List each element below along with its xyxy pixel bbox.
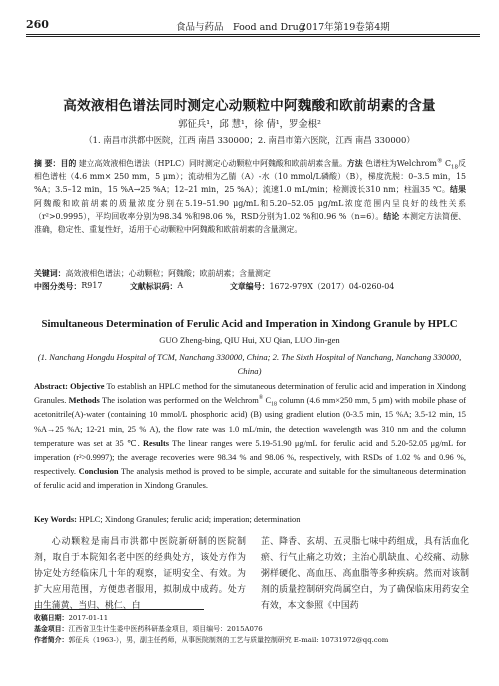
chinese-keywords [34,268,466,279]
en-methods-text-c: column (4.6 mm×250 mm, 5 μm) with mobile phase of acetonitrile(A)-water (containing 10 mmol/L phosphoric acid) (B) using gradient elution (0-3.5 min, 15 %A; 3.5-12 min, 15 %A→25 %A; 12-21 min, 25 % A), the flow rate was 1.0 mL/min, the detection wavelength was 310 nm and the column temperature was set at 35 ℃. [34,396,466,448]
english-affiliation: (1. Nanchang Hongdu Hospital of TCM, Nanchang 330000, China; 2. The Sixth Hospital of Nanchang, Nanchang 330000, China) [37,352,462,376]
clc-label: 中图分类号： [34,282,82,291]
chinese-affiliation: （1. 南昌市洪都中医院，江西 南昌 330000；2. 南昌市第六医院，江西 南昌 330000） [84,135,415,145]
article-number-value: 1672-979X（2017）04-0260-04 [269,282,395,291]
en-objective-text: To establish an HPLC method for the simutaneous determination of ferulic acid and imperation in Xindong Granules. [34,382,466,406]
method-text-a: 色谱柱为Welchrom [365,159,437,168]
en-results-text: The linear ranges were 5.19-51.90 μg/mL for ferulic acid and 5.20-52.05 μg/mL for imperation (r²>0.9997); the average recoveries were 98.34 % and 98.06 %, respectively, with RSDs of 1.02 % and 0.96 %, respectively. [34,438,467,477]
english-abstract: Abstract: Objective To establish an HPLC method for the simutaneous determination of ferulic acid and imperation in Xindong Granules. Methods The isolation was performed on the Welchrom® $C_{18}$ column (4.6 mm×250 mm, 5 μm) with mobile phase of acetonitrile(A)-water (containing 10 mmol/L phosphoric acid) (B) using gradient elution (0-3.5 min, 15 %A; 3.5-12 min, 15 %A→25 %A; 12-21 min, 25 % A), the flow rate was 1.0 mL/min, the detection wavelength was 310 nm and the column temperature was set at 35 ℃. Results The linear ranges were 5.19-51.90 μg/mL for ferulic acid and 5.20-52.05 μg/mL for imperation (r²>0.9997); the average recoveries were 98.34 % and 98.06 %, respectively, with RSDs of 1.02 % and 0.96 %, respectively. Conclusion The analysis method is proved to be simple, accurate and suitable for the simultaneous determination of ferulic acid and imperation in Xindong Granules. [34,382,467,491]
en-keywords-text: HPLC; Xindong Granules; ferulic acid; imperation; determination [78,515,301,524]
en-methods-text-a: The isolation was performed on the Welchrom [101,396,259,406]
fund-line [34,624,474,635]
objective-label: 目的 [60,159,77,168]
running-header [26,18,480,34]
clc-field [34,281,103,292]
objective-text: 建立高效液相色谱法（HPLC）同时测定心动颗粒中阿魏酸和欧前胡素含量。 [78,159,347,168]
chinese-abstract: 摘 要：目的 建立高效液相色谱法（HPLC）同时测定心动颗粒中阿魏酸和欧前胡素含量。方法 色谱柱为Welchrom® $C_{18}$反相色谱柱（4.6 mm× 250 mm，5 μm）；流动相为乙腈（A）-水（10 mmol/L磷酸）（B），梯度洗脱：0–3.5 min，15 %A；3.5–12 min，15 %A→25 %A；12–21 min，25 %A）；流速1.0 mL/min；检测波长310 nm；柱温35 ℃。结果 阿魏酸和欧前胡素的质量浓度分别在5.19–51.90 μg/mL和5.20–52.05 μg/mL浓度范围内呈良好的线性关系（r²>0.9995），平均回收率分别为98.34 %和98.06 %，RSD分别为1.02 %和0.96 %（n=6）。结论 本测定方法简便、准确，稳定性、重复性好，适用于心动颗粒中阿魏酸和欧前胡素的含量测定。 [34,158,466,235]
doc-code-field [130,281,184,292]
abstract-label: 摘 要： [34,159,61,168]
received-date: 2017-01-11 [68,614,109,622]
author-bio-label: 作者简介： [34,636,69,645]
method-text-b: C [445,159,452,168]
footnote-rule [34,609,204,610]
chinese-title: 高效液相色谱法同时测定心动颗粒中阿魏酸和欧前胡素的含量 [63,98,436,114]
keywords-text: 高效液相色谱法；心动颗粒；阿魏酸；欧前胡素；含量测定 [65,269,271,278]
conclusion-text: 本测定方法简便、准确，稳定性、重复性好，适用于心动颗粒中阿魏酸和欧前胡素的含量测定。 [34,211,466,235]
article-number-label: 文章编号： [230,282,270,291]
received-label: 收稿日期： [34,614,69,622]
method-label: 方法 [346,159,363,168]
en-abstract-label: Abstract: [34,382,68,391]
journal-name: 食品与药品 Food and Drug [176,22,305,33]
doc-code-label: 文献标识码： [130,282,178,291]
body-column-right: 芷、降香、玄胡、五灵脂七味中药组成，具有活血化瘀、行气止痛之功效；主治心肌缺血、心绞痛、动脉粥样硬化、高血压、高血脂等多种疾病。然而对该制剂的质量控制研究尚属空白，为了确保临床用药安全有效，本文参照《中国药 [261,537,469,611]
en-methods-text-b: C [265,396,272,406]
method-text-c: 反相色谱柱（4.6 mm× 250 mm，5 μm）；流动相为乙腈（A）-水（10 mmol/L磷酸）（B），梯度洗脱：0–3.5 min，15 %A；3.5–12 min，15 %A→25 %A；12–21 min，25 %A）；流速1.0 mL/min；检测波长310 nm；柱温35 ℃。 [34,159,466,195]
author-bio-text: 郭征兵（1963-），男，副主任药师，从事医院制剂的工艺与质量控制研究 E-mail: 10731972@qq.com [68,636,389,645]
footnote [34,613,474,647]
result-text: 阿魏酸和欧前胡素的质量浓度分别在5.19–51.90 μg/mL和5.20–52.05 μg/mL浓度范围内呈良好的线性关系（r²>0.9995），平均回收率分别为98.34 %和98.06 %，RSD分别为1.02 %和0.96 %（n=6）。 [34,198,466,221]
en-conclusion-label: Conclusion [78,467,119,477]
body-column-left: 心动颗粒是南昌市洪都中医院新研制的医院制剂，取自于本院知名老中医的经典处方，该处方作为协定处方经临床几十年的观察，证明安全、有效。为扩大应用范围，方便患者服用，拟制成中成药。处方由生蒲黄、当归、桃仁、白 [34,537,246,611]
english-title: Simultaneous Determination of Ferulic Acid and Imperation in Xindong Granule by HPLC [41,318,458,330]
header-rule [26,34,480,35]
en-objective-label: Objective [70,382,105,391]
journal-issue: 2017年第19卷第4期 [300,22,390,33]
result-label: 结果 [449,185,466,195]
english-keywords [34,515,466,524]
keywords-label: 关键词： [34,269,66,278]
page-number: 260 [26,18,49,31]
author-bio-line [34,635,474,646]
en-keywords-label: Key Words: [34,515,77,524]
header-rule-thin [26,36,480,37]
en-conclusion-text: The analysis method is proved to be simple, accurate and suitable for the simultaneous determination of ferulic acid and imperation in Xindong Granules. [34,467,466,491]
en-results-label: Results [142,438,169,448]
english-authors: GUO Zheng-bing, QIU Hui, XU Qian, LUO Jin-gen [159,335,340,345]
chinese-authors: 郭征兵¹，邱 慧¹，徐 倩¹，罗金根² [178,119,321,130]
article-number-field [230,281,395,292]
en-methods-label: Methods [68,396,100,406]
doc-code-value: A [177,281,184,290]
conclusion-label: 结论 [383,211,400,221]
clc-value: R917 [81,281,103,290]
fund-label: 基金项目： [34,625,69,634]
fund-text: 江西省卫生计生委中医药科研基金项目，项目编号：2015A076 [68,625,263,634]
received-line [34,613,474,624]
